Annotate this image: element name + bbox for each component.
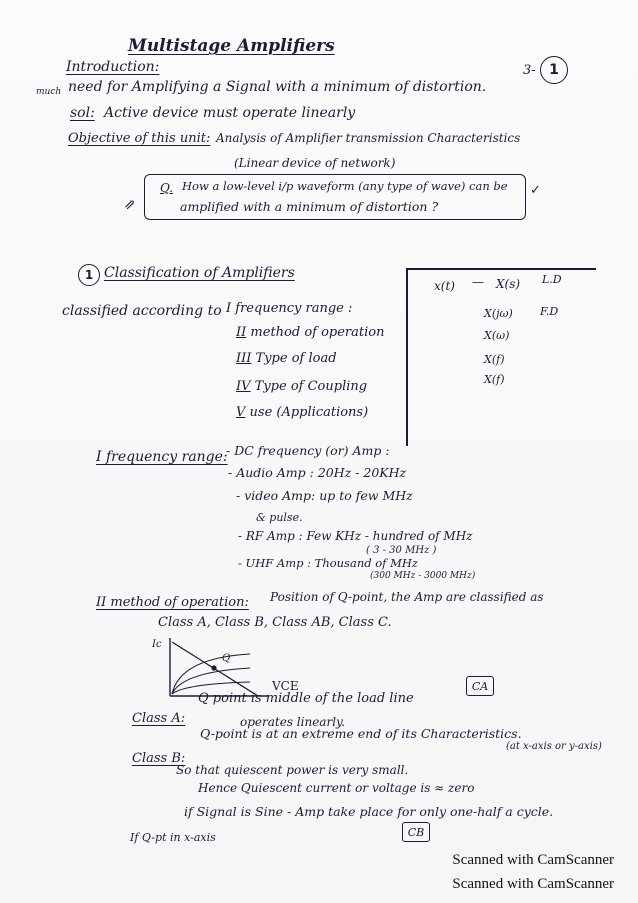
page-number-circle xyxy=(540,56,568,84)
side-box-left-border xyxy=(406,268,408,446)
if-q-text: If Q-pt in x-axis xyxy=(130,831,216,844)
objective-sub: (Linear device of network) xyxy=(234,156,396,170)
side-box-arrow: — xyxy=(472,275,484,289)
class-a-label: Class A: xyxy=(132,711,186,726)
ca-box-label: CA xyxy=(471,679,489,693)
ca-box xyxy=(466,676,494,696)
check-mark-icon: ✓ xyxy=(530,183,541,198)
arrow-icon: ⇗ xyxy=(124,197,136,213)
side-box-row-1: X(jω) xyxy=(484,307,513,320)
side-box-fd: F.D xyxy=(540,305,559,318)
side-box-ld: L.D xyxy=(542,273,562,286)
question-line2: amplified with a minimum of distortion ? xyxy=(180,199,439,214)
cb-box-label: CB xyxy=(407,825,425,839)
side-box-top-border xyxy=(406,268,596,270)
hence-text: Hence Quiescent current or voltage is ≈ zero xyxy=(198,781,475,795)
classification-item-num: V xyxy=(236,405,246,420)
classification-item-text: frequency range : xyxy=(235,301,353,316)
class-b-note: (at x-axis or y-axis) xyxy=(506,741,602,752)
classification-item-num: III xyxy=(236,351,252,366)
question-label: Q. xyxy=(160,181,174,195)
graph-ic-label: Ic xyxy=(152,639,162,650)
class-b-text: Q-point is at an extreme end of its Characteristics. xyxy=(200,726,522,741)
classification-item-text: method of operation xyxy=(250,325,385,340)
classification-item-4 xyxy=(236,380,367,393)
frequency-rf-sub: ( 3 - 30 MHz ) xyxy=(366,545,437,556)
frequency-video-sub: & pulse. xyxy=(256,511,303,524)
so-that-text: So that quiescent power is very small. xyxy=(176,763,409,777)
page-number: 1 xyxy=(549,62,559,78)
graph-vce-label: VCE xyxy=(272,679,299,693)
side-box-xs: X(s) xyxy=(496,277,521,291)
classification-item-1 xyxy=(226,302,352,315)
side-box-row-2: X(ω) xyxy=(484,329,510,342)
method-classes: Class A, Class B, Class AB, Class C. xyxy=(158,615,392,630)
frequency-uhf-sub: (300 MHz - 3000 MHz) xyxy=(370,571,476,581)
objective-text: Analysis of Amplifier transmission Characteristics xyxy=(216,131,521,145)
class-a-sub: operates linearly. xyxy=(240,715,346,729)
class-b-label: Class B: xyxy=(132,751,186,766)
side-box-row-4: X(f) xyxy=(484,373,505,386)
page-title: Multistage Amplifiers xyxy=(128,36,335,56)
footer-scanner-line1: Scanned with CamScanner xyxy=(452,852,614,868)
classification-item-num: I xyxy=(226,301,232,316)
section-number: 1 xyxy=(84,268,94,282)
classification-heading: Classification of Amplifiers xyxy=(104,265,295,281)
method-text: Position of Q-point, the Amp are classified as xyxy=(270,590,544,604)
question-line1: How a low-level i/p waveform (any type of wave) can be xyxy=(182,179,508,193)
intro-heading: Introduction: xyxy=(66,59,160,75)
class-a-text: Q point is middle of the load line xyxy=(198,691,414,706)
cb-box xyxy=(402,822,430,842)
frequency-uhf: - UHF Amp : Thousand of MHz xyxy=(238,556,418,570)
side-box-row-3: X(f) xyxy=(484,353,505,366)
classified-according: classified according to xyxy=(62,303,222,319)
classification-item-text: use (Applications) xyxy=(249,405,369,420)
classification-item-num: II xyxy=(236,325,247,340)
frequency-audio: - Audio Amp : 20Hz - 20KHz xyxy=(228,465,407,480)
intro-need-text: need for Amplifying a Signal with a minimum of distortion. xyxy=(68,79,487,95)
method-label: II method of operation: xyxy=(96,595,249,610)
frequency-rf: - RF Amp : Few KHz - hundred of MHz xyxy=(238,529,473,543)
graph-q-label: Q xyxy=(222,653,231,664)
sol-label: sol: xyxy=(70,105,95,121)
page-number-prefix: 3- xyxy=(523,63,536,78)
classification-item-text: Type of load xyxy=(255,351,337,366)
frequency-dc: - DC frequency (or) Amp : xyxy=(226,443,390,458)
footer-scanner-line2: Scanned with CamScanner xyxy=(452,876,614,892)
classification-item-2 xyxy=(236,326,384,339)
sol-text: Active device must operate linearly xyxy=(104,105,356,121)
frequency-video: - video Amp: up to few MHz xyxy=(236,488,413,503)
if-signal-text: if Signal is Sine - Amp take place for only one-half a cycle. xyxy=(184,804,554,819)
side-box-xt: x(t) xyxy=(434,279,455,293)
objective-label: Objective of this unit: xyxy=(68,131,211,146)
frequency-range-label: I frequency range: xyxy=(96,449,228,465)
classification-item-3 xyxy=(236,352,337,365)
classification-item-num: IV xyxy=(236,379,251,394)
graph-q-point xyxy=(211,665,216,670)
graph-curve-1 xyxy=(172,654,250,694)
section-number-circle xyxy=(78,264,100,286)
intro-side-note: much xyxy=(36,87,62,97)
classification-item-5 xyxy=(236,406,368,419)
classification-item-text: Type of Coupling xyxy=(254,379,368,394)
